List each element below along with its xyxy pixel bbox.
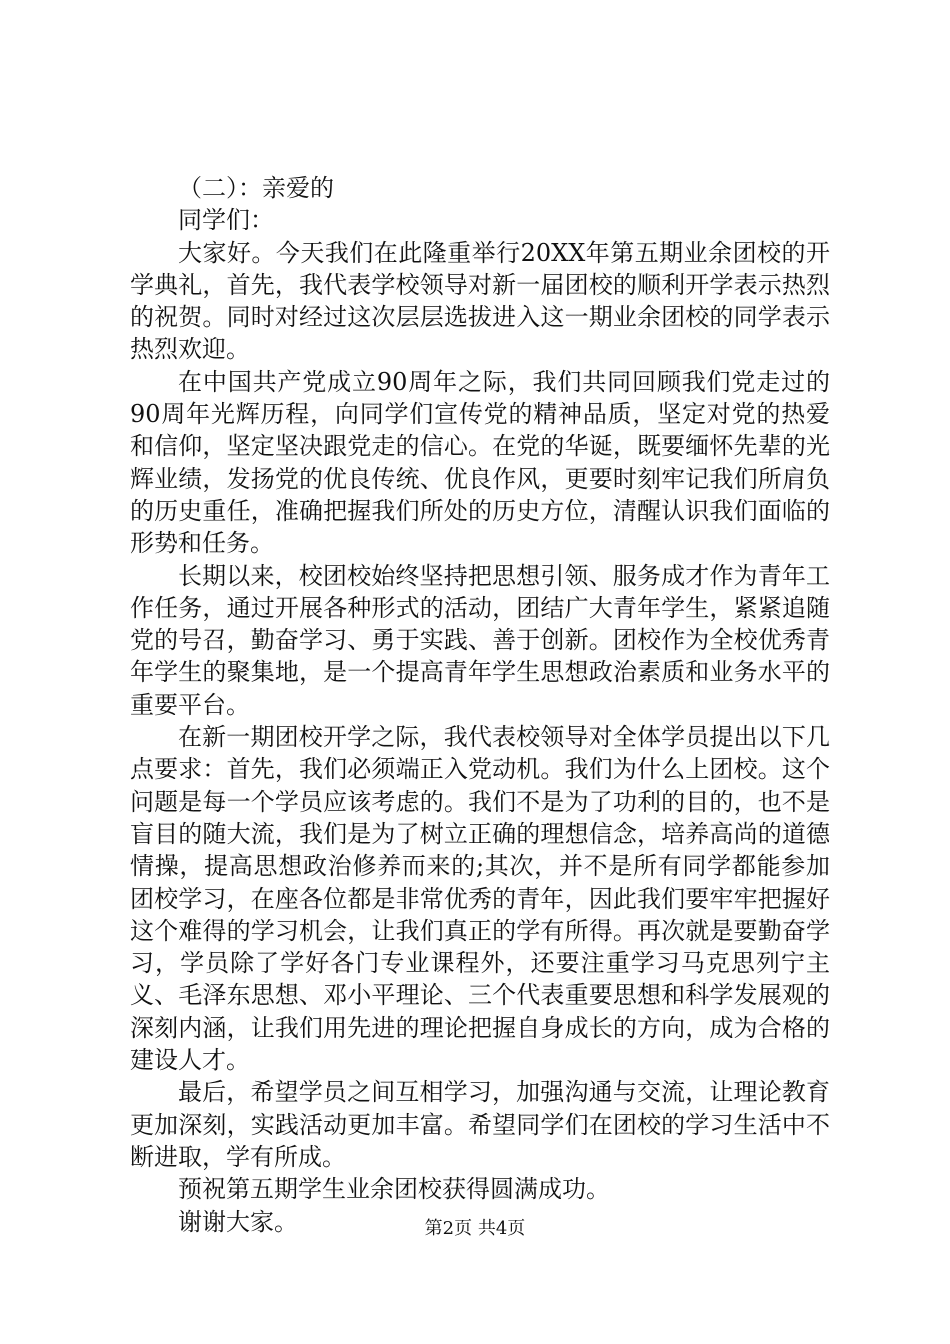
paragraph-requirements: 在新一期团校开学之际，我代表校领导对全体学员提出以下几点要求：首先，我们必须端正入党动机。我们为什么上团校。这个问题是每一个学员应该考虑的。我们不是为了功利的目的，也不是盲目的随大流，我们是为了树立正确的理想信念，培养高尚的道德情操，提高思想政治修养而来的;其次，并不是所有同学都能参加团校学习，在座各位都是非常优秀的青年，因此我们要牢牢把握好这个难得的学习机会，让我们真正的学有所得。再次就是要勤奋学习，学员除了学好各门专业课程外，还要注重学习马克思列宁主义、毛泽东思想、邓小平理论、三个代表重要思想和科学发展观的深刻内涵，让我们用先进的理论把握自身成长的方向，成为合格的建设人才。 <box>130 723 830 1075</box>
page-footer: 第2页 共4页 <box>424 1218 526 1239</box>
salutation-line: （二）：亲爱的 <box>178 174 334 202</box>
paragraph-school-league: 长期以来，校团校始终坚持把思想引领、服务成才作为青年工作任务，通过开展各种形式的活动，团结广大青年学生，紧紧追随党的号召，勤奋学习、勇于实践、善于创新。团校作为全校优秀青年学生的聚集地，是一个提高青年学生思想政治素质和业务水平的重要平台。 <box>130 561 830 719</box>
paragraph-party-anniversary: 在中国共产党成立90周年之际，我们共同回顾我们党走过的90周年光辉历程，向同学们宣传党的精神品质，坚定对党的热爱和信仰，坚定坚决跟党走的信心。在党的华诞，既要缅怀先辈的光辉业绩，发扬党的优良传统、优良作风，更要时刻牢记我们所肩负的历史重任，准确把握我们所处的历史方位，清醒认识我们面临的形势和任务。 <box>130 367 830 558</box>
paragraph-wish: 预祝第五期学生业余团校获得圆满成功。 <box>178 1175 610 1204</box>
document-body <box>130 172 830 1238</box>
paragraph-greeting: 大家好。今天我们在此隆重举行20XX年第五期业余团校的开学典礼，首先，我代表学校领导对新一届团校的顺利开学表示热烈的祝贺。同时对经过这次层层选拔进入这一期业余团校的同学表示热烈欢迎。 <box>130 238 830 364</box>
paragraph-final-hope: 最后，希望学员之间互相学习，加强沟通与交流，让理论教育更加深刻，实践活动更加丰富。希望同学们在团校的学习生活中不断进取，学有所成。 <box>130 1078 830 1171</box>
paragraph-thanks: 谢谢大家。 <box>178 1207 298 1236</box>
salutation-continued: 同学们： <box>178 206 274 235</box>
